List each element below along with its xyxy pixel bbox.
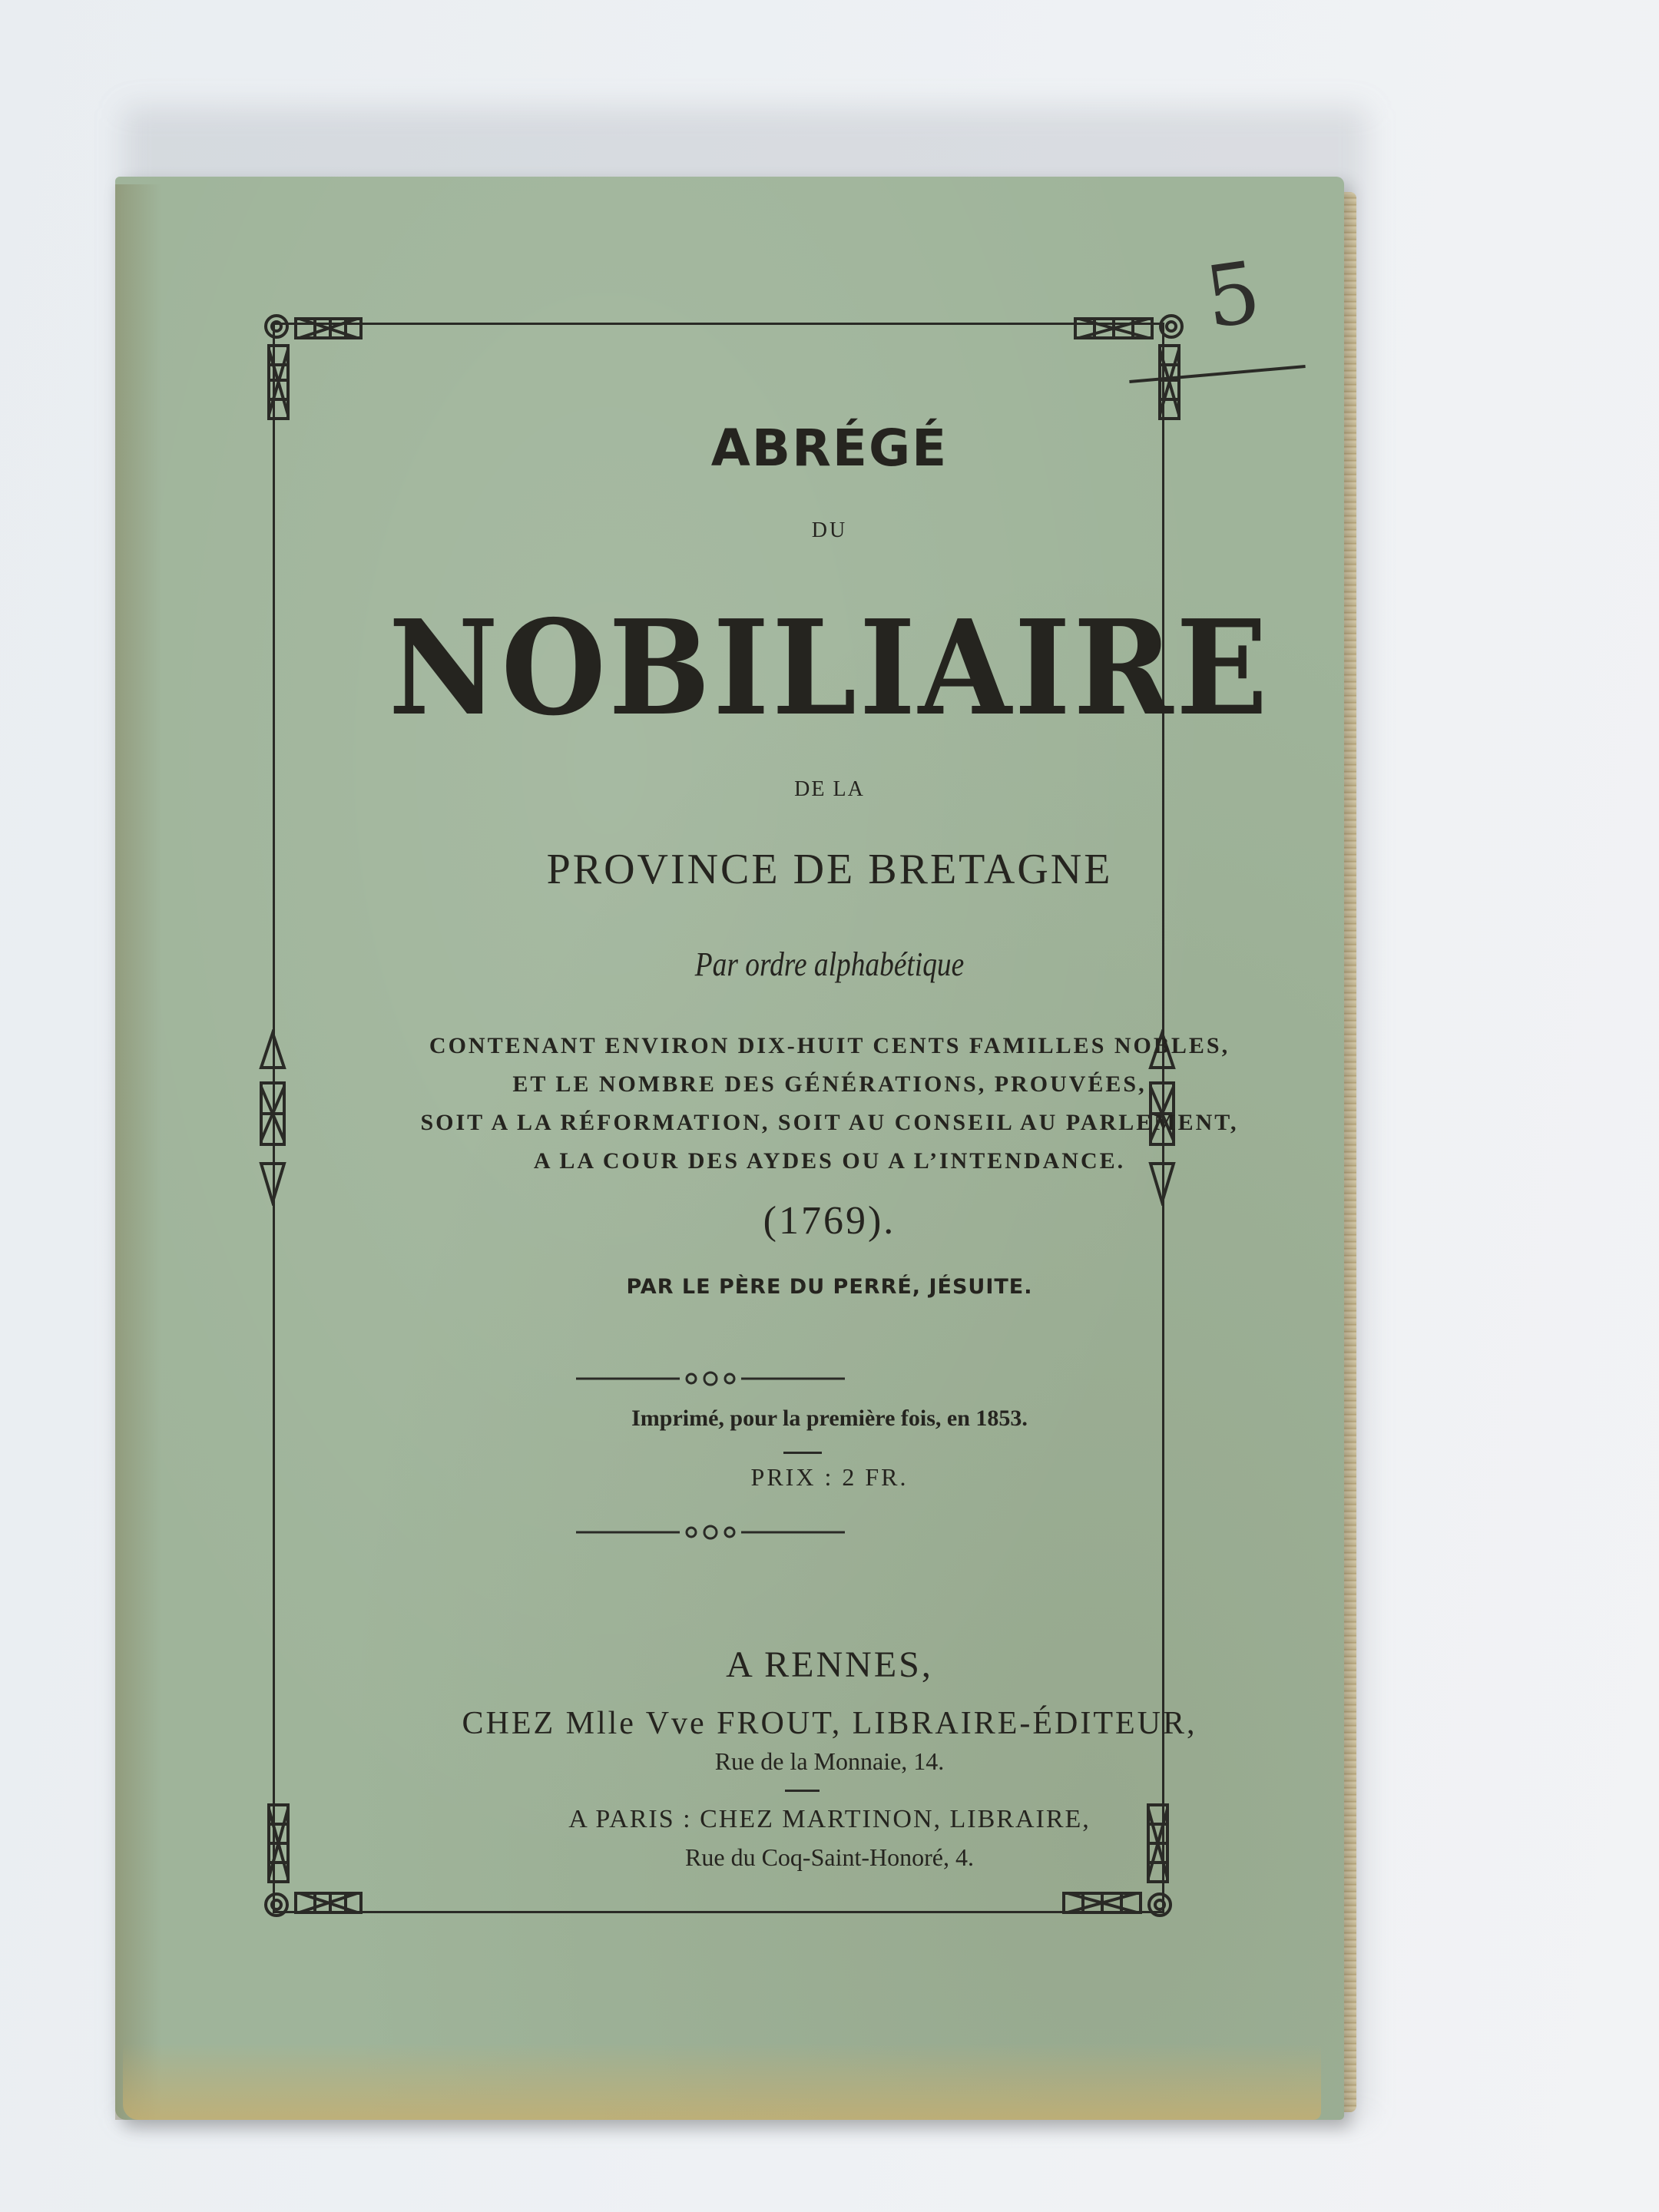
subtitle: Par ordre alphabétique xyxy=(694,945,965,983)
short-rule xyxy=(783,1452,822,1454)
publisher-address: Rue de la Monnaie, 14. xyxy=(714,1747,945,1775)
paris-address: Rue du Coq-Saint-Honoré, 4. xyxy=(685,1843,974,1871)
description-line: SOIT A LA RÉFORMATION, SOIT AU CONSEIL AU PARLEMENT, xyxy=(420,1110,1239,1135)
publisher: CHEZ Mlle Vve FROUT, LIBRAIRE-ÉDITEUR, xyxy=(462,1706,1197,1741)
knot-ornament-top-left-icon xyxy=(253,303,384,434)
author: PAR LE PÈRE DU PERRÉ, JÉSUITE. xyxy=(626,1275,1033,1299)
paris-line: A PARIS : CHEZ MARTINON, LIBRAIRE, xyxy=(568,1805,1091,1833)
title-de-la: DE LA xyxy=(794,777,865,801)
divider-ornament-icon xyxy=(576,1367,845,1390)
title-du: DU xyxy=(811,518,848,542)
description-line: A LA COUR DES AYDES OU A L’INTENDANCE. xyxy=(533,1148,1126,1174)
city: A RENNES, xyxy=(726,1644,933,1685)
price: PRIX : 2 FR. xyxy=(750,1463,909,1491)
title-abrege: ABRÉGÉ xyxy=(710,419,949,478)
description-line: CONTENANT ENVIRON DIX-HUIT CENTS FAMILLES NOBLES, xyxy=(429,1033,1230,1058)
printed-note: Imprimé, pour la première fois, en 1853. xyxy=(631,1406,1028,1431)
year: (1769). xyxy=(763,1199,896,1243)
handwritten-mark: 5 xyxy=(1199,242,1267,348)
title-nobiliaire: NOBILIAIRE xyxy=(388,591,1271,745)
title-province: PROVINCE DE BRETAGNE xyxy=(546,846,1113,893)
short-rule xyxy=(785,1790,820,1792)
description-line: ET LE NOMBRE DES GÉNÉRATIONS, PROUVÉES, xyxy=(512,1071,1147,1097)
knot-ornament-top-right-icon xyxy=(1064,303,1194,434)
divider-ornament-icon xyxy=(576,1521,845,1544)
worn-bottom-edge xyxy=(123,2043,1321,2120)
